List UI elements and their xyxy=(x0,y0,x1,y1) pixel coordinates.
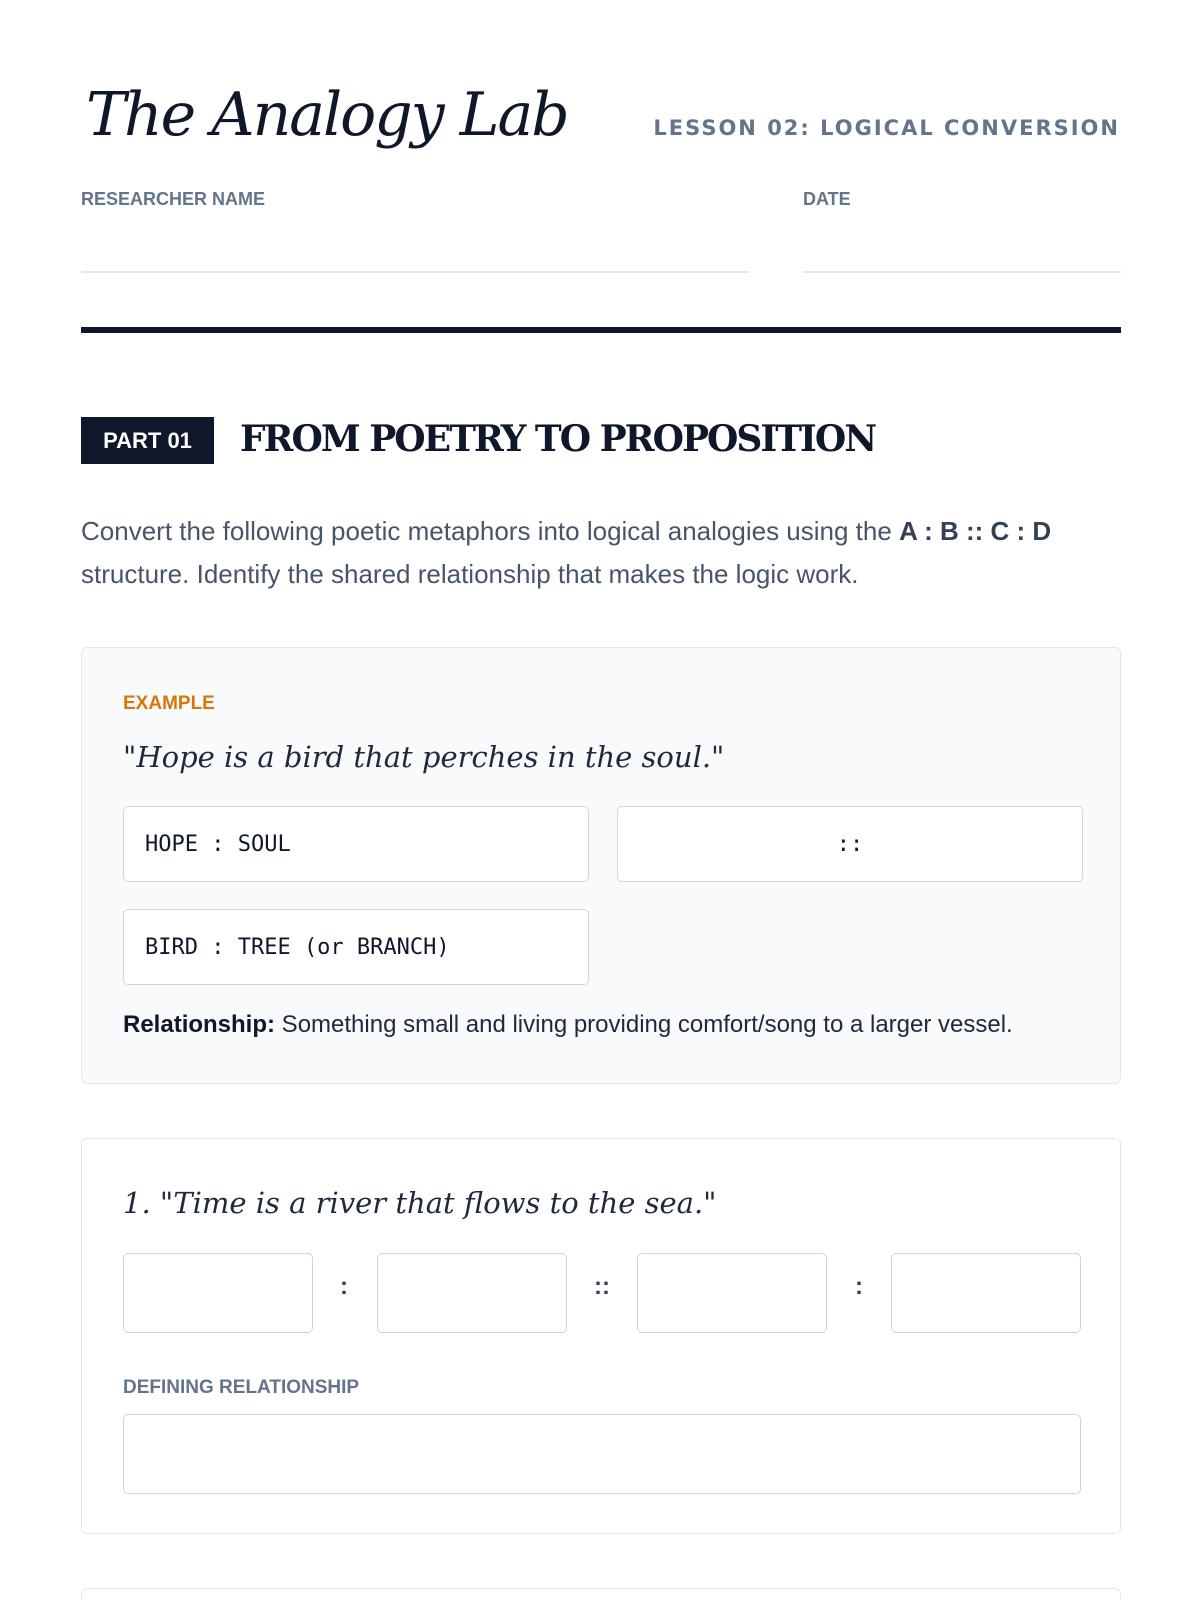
example-box-cd: BIRD : TREE (or BRANCH) xyxy=(123,909,589,985)
example-relationship xyxy=(123,1011,1013,1039)
defining-relationship-input[interactable] xyxy=(123,1414,1081,1494)
instructions-text: Convert the following poetic metaphors into logical analogies using the xyxy=(81,516,900,546)
instructions-text-end: structure. Identify the shared relationship that makes the logic work. xyxy=(81,559,859,589)
worksheet-title: The Analogy Lab xyxy=(86,80,568,150)
researcher-name-field[interactable] xyxy=(81,271,749,273)
example-card xyxy=(81,647,1121,1084)
part-title: FROM POETRY TO PROPOSITION xyxy=(240,418,876,460)
question-2-card xyxy=(81,1588,1121,1600)
instructions xyxy=(81,510,1121,596)
colon-separator: : xyxy=(340,1273,348,1300)
instructions-structure: A : B :: C : D xyxy=(899,516,1052,546)
example-box-separator: :: xyxy=(617,806,1083,882)
section-divider xyxy=(81,327,1121,333)
example-quote: "Hope is a bird that perches in the soul." xyxy=(123,740,725,774)
answer-d-input[interactable] xyxy=(891,1253,1081,1333)
date-label: DATE xyxy=(803,189,851,209)
answer-a-input[interactable] xyxy=(123,1253,313,1333)
example-box-ab: HOPE : SOUL xyxy=(123,806,589,882)
date-field[interactable] xyxy=(803,271,1121,273)
colon-separator: : xyxy=(855,1273,863,1300)
lesson-label: LESSON 02: LOGICAL CONVERSION xyxy=(653,116,1120,140)
question-1-quote: 1. "Time is a river that flows to the sea." xyxy=(123,1186,717,1220)
double-colon-separator: :: xyxy=(594,1273,610,1300)
question-1-card xyxy=(81,1138,1121,1534)
answer-b-input[interactable] xyxy=(377,1253,567,1333)
answer-c-input[interactable] xyxy=(637,1253,827,1333)
part-badge: PART 01 xyxy=(81,417,214,464)
defining-relationship-label: DEFINING RELATIONSHIP xyxy=(123,1377,360,1398)
example-label: EXAMPLE xyxy=(123,693,215,714)
researcher-name-label: RESEARCHER NAME xyxy=(81,189,266,209)
relationship-label: Relationship: xyxy=(123,1011,276,1038)
relationship-text: Something small and living providing comfort/song to a larger vessel. xyxy=(275,1011,1013,1038)
